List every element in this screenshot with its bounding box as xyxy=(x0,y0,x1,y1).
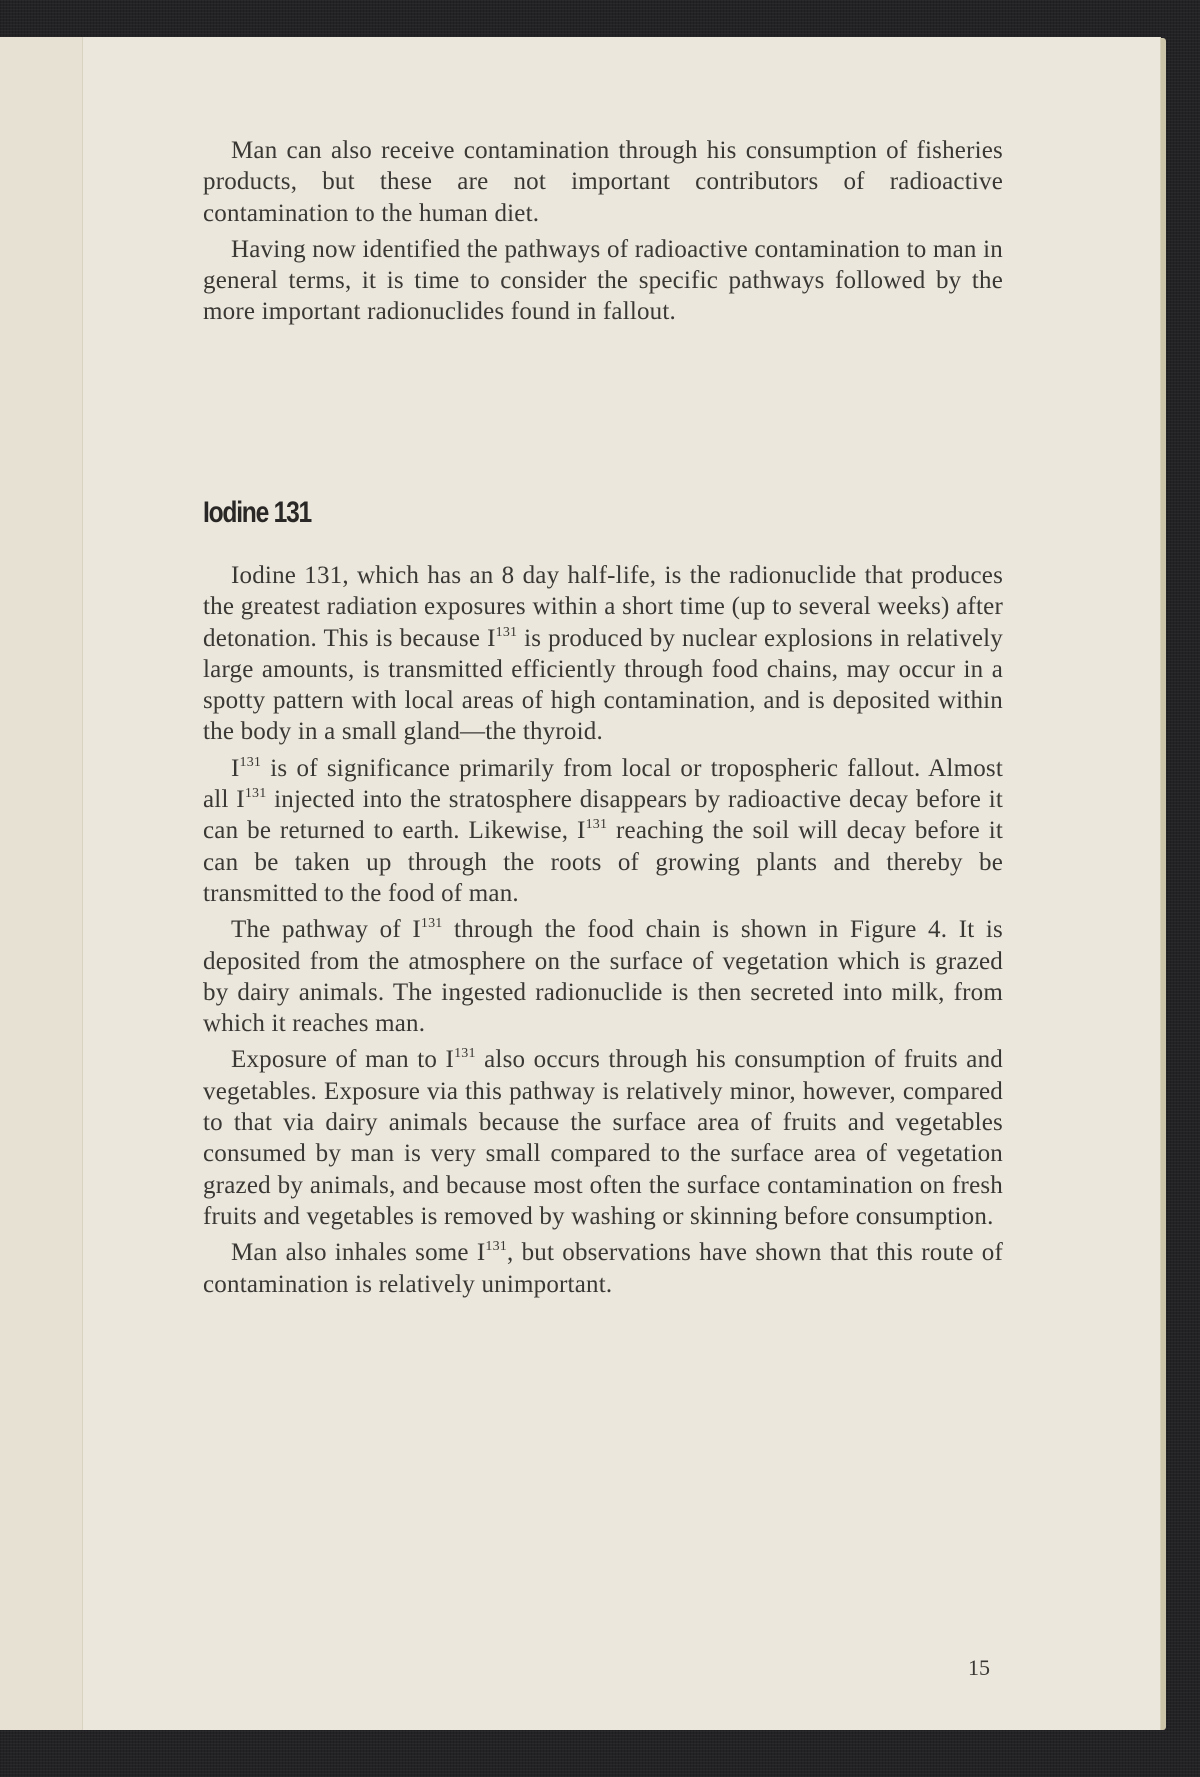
page-gutter-line xyxy=(82,37,83,1730)
paragraph-fruits-vegetables: Exposure of man to $I^{131}$ also occurs through his consumption of fruits and vegetables. Exposure via this pathway is relatively minor, however, compared to that via dairy animals because the surface area of fruits and vegetables consumed by man is very small compared to the surface area of vegetation grazed by animals, and because most often the surface contamination on fresh fruits and vegetables is removed by washing or skinning before consumption. xyxy=(203,1046,1003,1230)
previous-page-edge xyxy=(0,37,82,1730)
isotope-superscript: 131 xyxy=(495,624,518,640)
page-number: 15 xyxy=(968,1655,990,1680)
isotope-superscript: 131 xyxy=(420,916,443,932)
iodine-section-body xyxy=(203,560,1003,1305)
isotope-superscript: 131 xyxy=(485,1239,507,1255)
paragraph-iodine-overview: Iodine 131, which has an 8 day half-life, is the radionuclide that produces the greatest radiation exposures within a short time (up to several weeks) after detonation. This is because $I^{131}$ is produced by nuclear explosions in relatively large amounts, is transmitted efficiently through food chains, may occur in a spotty pattern with local areas of high contamination, and is deposited within the body in a small gland—the thyroid. xyxy=(203,562,1003,746)
section-heading-iodine-131: Iodine 131 xyxy=(203,496,312,529)
isotope-superscript: 131 xyxy=(244,786,267,802)
intro-text xyxy=(203,135,1003,333)
isotope-superscript: 131 xyxy=(239,754,262,770)
paragraph-pathways-intro: Having now identified the pathways of radioactive contamination to man in general terms, it is time to consider the specific pathways followed by the more important radionuclides found in fallout. xyxy=(203,235,1003,326)
paragraph-food-chain-pathway: The pathway of $I^{131}$ through the food chain is shown in Figure 4. It is deposited from the atmosphere on the surface of vegetation which is grazed by dairy animals. The ingested radionuclide is then secreted into milk, from which it reaches man. xyxy=(203,916,1003,1038)
paragraph-inhalation: Man also inhales some $I^{131}$, but observations have shown that this route of contamination is relatively unimportant. xyxy=(203,1239,1003,1298)
paragraph-fallout-significance: $I^{131}$ is of significance primarily from local or tropospheric fallout. Almost all $I^{131}$ injected into the stratosphere disappears by radioactive decay before it can be returned to earth. Likewise, $I^{131}$ reaching the soil will decay before it can be taken up through the roots of growing plants and thereby be transmitted to the food of man. xyxy=(203,754,1003,907)
paragraph-fisheries: Man can also receive contamination through his consumption of fisheries products, but these are not important contributors of radioactive contamination to the human diet. xyxy=(203,137,1003,227)
isotope-superscript: 131 xyxy=(454,1046,476,1062)
isotope-superscript: 131 xyxy=(585,817,608,833)
